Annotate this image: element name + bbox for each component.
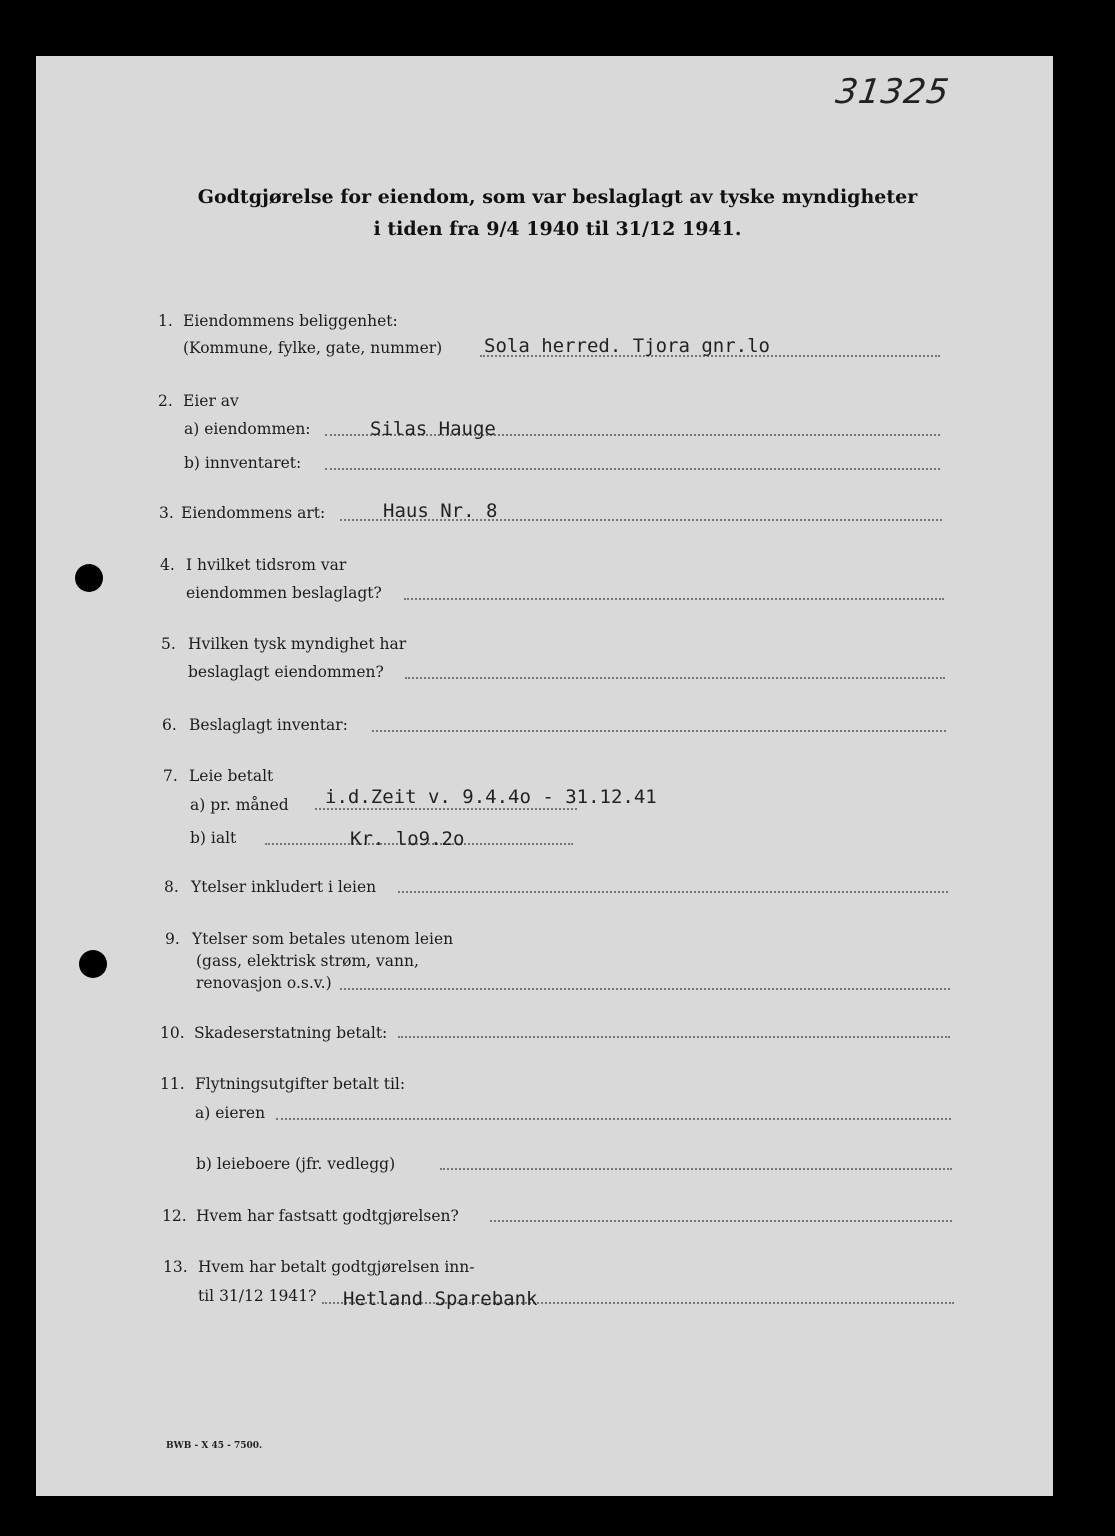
q5-answer-line: [405, 677, 945, 679]
q6-answer-line: [372, 730, 946, 732]
q6-number: 6.: [162, 716, 177, 734]
q12-number: 12.: [162, 1207, 187, 1225]
q5-number: 5.: [161, 635, 176, 653]
q12-label: Hvem har fastsatt godtgjørelsen?: [196, 1207, 459, 1225]
q8-label: Ytelser inkludert i leien: [191, 878, 377, 896]
q3-answer: Haus Nr. 8: [383, 500, 498, 522]
form-print-code: BWB - X 45 - 7500.: [166, 1441, 263, 1451]
q6-label: Beslaglagt inventar:: [189, 716, 348, 734]
q9-number: 9.: [165, 930, 180, 948]
q13-answer: Hetland Sparebank: [343, 1288, 538, 1310]
q11b-label: b) leieboere (jfr. vedlegg): [196, 1155, 396, 1173]
q12-answer-line: [490, 1220, 952, 1222]
form-title-line2: i tiden fra 9/4 1940 til 31/12 1941.: [373, 218, 742, 240]
q10-label: Skadeserstatning betalt:: [194, 1024, 388, 1042]
q8-number: 8.: [164, 878, 179, 896]
q1-label: Eiendommens beliggenhet:: [183, 312, 398, 330]
punch-hole-bottom: [79, 950, 107, 978]
q11a-label: a) eieren: [195, 1104, 266, 1122]
q3-label: Eiendommens art:: [181, 504, 326, 522]
punch-hole-top: [75, 564, 103, 592]
q2b-label: b) innventaret:: [184, 454, 302, 472]
q13-number: 13.: [163, 1258, 188, 1276]
q5-label-line1: Hvilken tysk myndighet har: [188, 635, 407, 653]
q13-label-line1: Hvem har betalt godtgjørelsen inn-: [198, 1258, 475, 1276]
q7a-answer: i.d.Zeit v. 9.4.4o - 31.12.41: [325, 786, 657, 808]
q8-answer-line: [398, 891, 948, 893]
q5-label-line2: beslaglagt eiendommen?: [188, 663, 384, 681]
q2-label: Eier av: [183, 392, 239, 410]
q4-answer-line: [404, 598, 944, 600]
q13-label-line2: til 31/12 1941?: [198, 1287, 317, 1305]
q7b-answer: Kr. lo9.2o: [350, 828, 465, 850]
q10-number: 10.: [160, 1024, 185, 1042]
q1-number: 1.: [158, 312, 173, 330]
q11-number: 11.: [160, 1075, 185, 1093]
q9-label-line2: (gass, elektrisk strøm, vann,: [196, 952, 419, 970]
q2b-answer-line: [325, 468, 940, 470]
q2-number: 2.: [158, 392, 173, 410]
q9-answer-line: [340, 988, 950, 990]
q11-label: Flytningsutgifter betalt til:: [195, 1075, 406, 1093]
q1-answer: Sola herred. Tjora gnr.lo: [484, 335, 770, 357]
q1-sublabel: (Kommune, fylke, gate, nummer): [183, 339, 443, 357]
q2a-label: a) eiendommen:: [184, 420, 311, 438]
q10-answer-line: [398, 1036, 950, 1038]
q9-label-line1: Ytelser som betales utenom leien: [192, 930, 454, 948]
q7a-answer-line: [315, 808, 577, 810]
q4-label-line1: I hvilket tidsrom var: [186, 556, 347, 574]
q4-number: 4.: [160, 556, 175, 574]
form-title-line1: Godtgjørelse for eiendom, som var beslaglagt av tyske myndigheter: [197, 186, 918, 208]
archive-number: 31325: [833, 72, 952, 112]
q11b-answer-line: [440, 1168, 952, 1170]
q7-number: 7.: [163, 767, 178, 785]
q7b-label: b) ialt: [190, 829, 237, 847]
q7-label: Leie betalt: [189, 767, 274, 785]
q2a-answer: Silas Hauge: [370, 418, 496, 440]
q4-label-line2: eiendommen beslaglagt?: [186, 584, 382, 602]
q7a-label: a) pr. måned: [190, 796, 289, 814]
q3-number: 3.: [159, 504, 174, 522]
q11a-answer-line: [276, 1118, 951, 1120]
q9-label-line3: renovasjon o.s.v.): [196, 974, 332, 992]
